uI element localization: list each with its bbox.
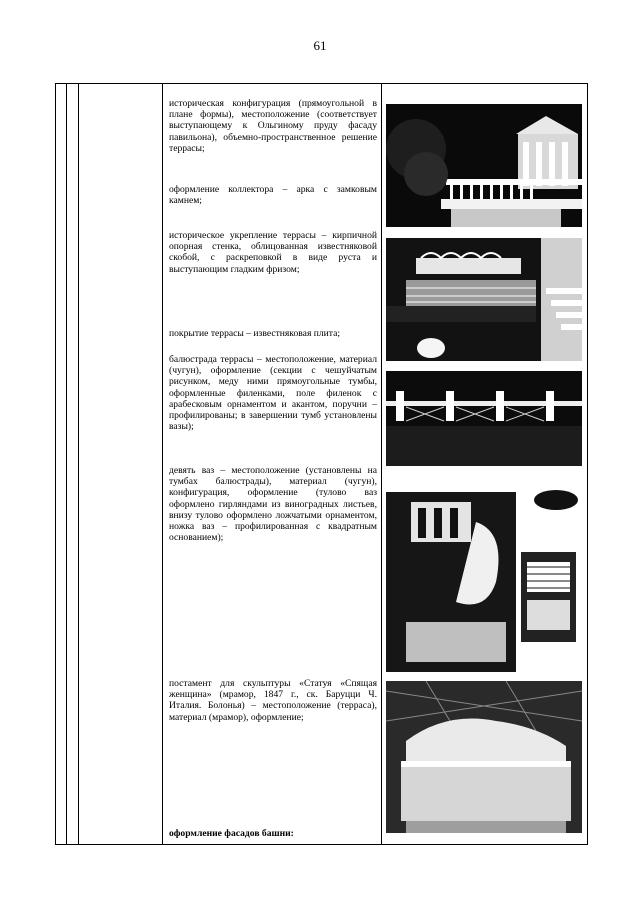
row-text-configuration: историческая конфигурация (прямоугольной в плане формы), местоположение (соответствует выступающему к Ольгиному пруду фасаду павильона), объемно-пространственное решение террасы; [169, 98, 377, 154]
photo-vases [386, 482, 582, 672]
row-text-collector: оформление коллектора – арка с замковым камнем; [169, 184, 377, 207]
column-divider [78, 84, 79, 844]
photo-balustrade [386, 371, 582, 466]
row-text-vases: девять ваз – местоположение (установлены на тумбах балюстрады), материал (чугун), конфигурация, оформление (тулово ваз оформлено гирляндами из виноградных листьев, внизу тулово оформлено ложчатыми орнаментом, ножка ваз – профилированная с квадратным основанием); [169, 465, 377, 544]
column-divider [162, 84, 163, 844]
row-text-pedestal: постамент для скульптуры «Статуя «Спящая женщина» (мрамор, 1847 г., ск. Баруцци Ч. Италия. Болонья) – местоположение (терраса), материал (мрамор), оформление; [169, 678, 377, 723]
row-text-tower-facades: оформление фасадов башни: [169, 828, 294, 839]
photo-terrace-wall [386, 238, 582, 361]
monument-table [55, 83, 588, 845]
row-text-terrace-wall: историческое укрепление террасы – кирпичной опорная стенка, облицованная известняковой скобой, с раскреповкой в виде руста и выступающим гладким фризом; [169, 230, 377, 275]
column-divider [66, 84, 67, 844]
page-number: 61 [313, 38, 327, 53]
row-text-balustrade: балюстрада террасы – местоположение, материал (чугун), оформление (секции с чешуйчатым рисунком, меду ними прямоугольные тумбы, оформленные филенками, поле филенок с арабесковым орнаментом и акантом, поручни – профилированы; в завершении тумб установлены вазы); [169, 354, 377, 433]
photo-pavilion [386, 104, 582, 227]
photo-statue-pedestal [386, 681, 582, 833]
row-text-terrace-cover: покрытие террасы – известняковая плита; [169, 328, 341, 339]
column-divider [381, 84, 382, 844]
